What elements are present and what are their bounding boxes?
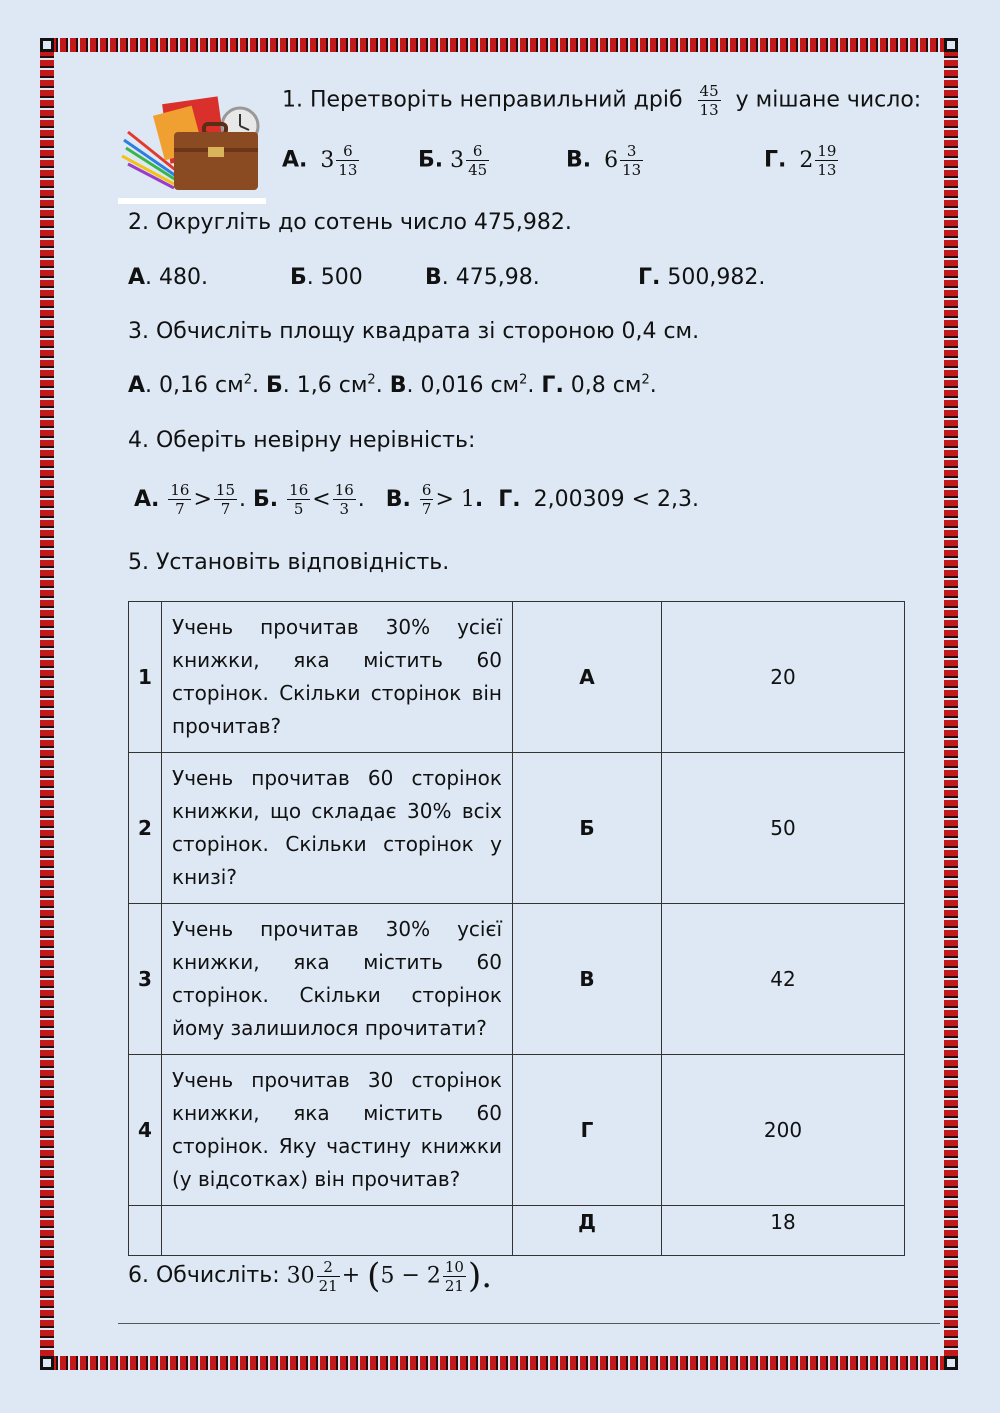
table-row: 2 Учень прочитав 60 сторінок книжки, що складає 30% всіх сторінок. Скільки сторінок у книзі? Б 50 — [129, 753, 905, 904]
q1-option-a: А. 3 $\frac{6}{13}$ — [282, 142, 358, 179]
q3-option-a: А. 0,16 $см^2$. — [128, 373, 259, 399]
matching-table — [128, 601, 905, 1256]
question-1-text-after: у мішане число: — [735, 87, 922, 113]
q1-option-b: Б. 3 $\frac{6}{45}$ — [418, 142, 488, 179]
question-4-text: 4. Оберіть невірну нерівність: — [128, 428, 476, 453]
table-row: 3 Учень прочитав 30% усієї книжки, яка містить 60 сторінок. Скільки сторінок йому залишилося прочитати? В 42 — [129, 904, 905, 1055]
q3-option-c: В. 0,016 $см^2$. — [389, 373, 535, 399]
q2-option-a: А. 480. — [128, 265, 209, 290]
briefcase-icon — [174, 124, 258, 190]
question-5-text: 5. Установіть відповідність. — [128, 550, 450, 575]
corner-ornament — [40, 38, 54, 52]
table-row: 1 Учень прочитав 30% усієї книжки, яка містить 60 сторінок. Скільки сторінок він прочитав? А 20 — [129, 602, 905, 753]
question-3-text: 3. Обчисліть площу квадрата зі стороною 0,4 см. — [128, 319, 700, 344]
question-6: 6. Обчисліть: 30 $\frac{2}{21}$ + (5 − 2 $\frac{10}{21}$ ). — [128, 1256, 493, 1296]
q4-option-c: В. $\frac{6}{7}$ > 1. — [385, 481, 484, 518]
school-supplies-illustration — [118, 92, 266, 204]
ornament-border-top — [40, 38, 960, 52]
q2-option-b: Б. 500 — [290, 265, 363, 290]
q3-option-d: Г. 0,8 $см^2$. — [541, 373, 657, 399]
answer-line — [118, 1323, 940, 1324]
q4-option-b: Б. $\frac{16}{5}$ < $\frac{16}{3}$ . — [253, 481, 365, 518]
q3-options — [128, 373, 657, 398]
improper-fraction: $\frac{45}{13}$ — [699, 82, 719, 119]
question-1-text: 1. Перетворіть неправильний дріб — [282, 87, 683, 113]
corner-ornament — [944, 38, 958, 52]
table-row: 4 Учень прочитав 30 сторінок книжки, яка містить 60 сторінок. Яку частину книжки (у відсотках) він прочитав? Г 200 — [129, 1055, 905, 1206]
q1-option-d: Г. 2 $\frac{19}{13}$ — [764, 142, 837, 179]
question-2-text: 2. Округліть до сотень число 475,982. — [128, 210, 572, 235]
ornament-border-right — [944, 40, 958, 1370]
q4-option-a: А. $\frac{16}{7}$ > $\frac{15}{7}$ . — [134, 481, 247, 518]
question-6-text: 6. Обчисліть: — [128, 1263, 280, 1288]
corner-ornament — [944, 1356, 958, 1370]
q1-option-c: В. 6 $\frac{3}{13}$ — [566, 142, 642, 179]
q2-option-c: В. 475,98. — [425, 265, 540, 290]
ornament-border-left — [40, 40, 54, 1370]
table-row: Д 18 — [129, 1206, 905, 1256]
q4-option-d: Г. 2,00309 < 2,3. — [498, 486, 700, 512]
corner-ornament — [40, 1356, 54, 1370]
ornament-border-bottom — [40, 1356, 960, 1370]
q4-options — [134, 481, 699, 518]
q2-option-d: Г. 500,982. — [638, 265, 766, 290]
q3-option-b: Б. 1,6 $см^2$. — [265, 373, 383, 399]
question-1 — [282, 82, 921, 119]
